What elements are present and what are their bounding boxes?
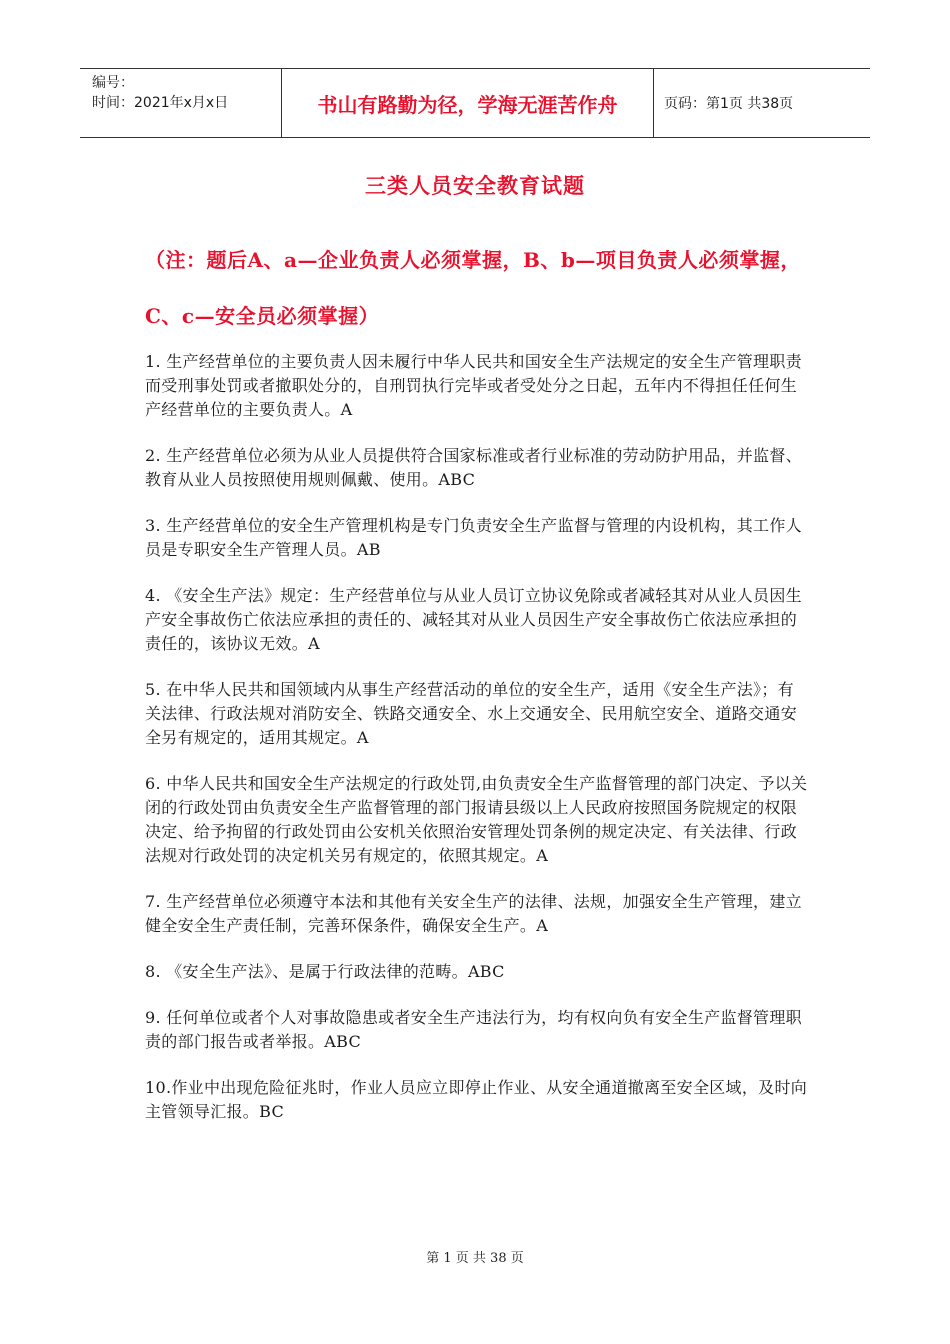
note-paragraph: （注：题后A、a—企业负责人必须掌握，B、b—项目负责人必须掌握，C、c—安全员必须掌握） <box>145 248 801 328</box>
question-item: 2. 生产经营单位必须为从业人员提供符合国家标准或者行业标准的劳动防护用品，并监督、教育从业人员按照使用规则佩戴、使用。ABC <box>145 446 802 489</box>
question-item: 8. 《安全生产法》、是属于行政法律的范畴。ABC <box>145 962 505 981</box>
question-item: 6. 中华人民共和国安全生产法规定的行政处罚,由负责安全生产监督管理的部门决定、予以关闭的行政处罚由负责安全生产监督管理的部门报请县级以上人民政府按照国务院规定的权限决定、给予拘留的行政处罚由公安机关依照治安管理处罚条例的规定决定、有关法律、行政法规对行政处罚的决定机关另有规定的，依照其规定。A <box>145 774 808 865</box>
header-meta <box>80 69 282 137</box>
header-motto: 书山有路勤为径，学海无涯苦作舟 <box>282 69 654 137</box>
header-table <box>80 68 870 138</box>
question-item: 4. 《安全生产法》规定：生产经营单位与从业人员订立协议免除或者减轻其对从业人员因生产安全事故伤亡依法应承担的责任的、减轻其对从业人员因生产安全事故伤亡依法应承担的责任的，该协议无效。A <box>145 586 802 653</box>
page-footer: 第 1 页 共 38 页 <box>426 1251 524 1266</box>
time-label: 时间：2021年x月x日 <box>92 95 229 111</box>
question-list <box>145 350 810 1146</box>
number-label: 编号： <box>92 75 134 91</box>
document-title: 三类人员安全教育试题 <box>365 173 585 198</box>
question-item: 1. 生产经营单位的主要负责人因未履行中华人民共和国安全生产法规定的安全生产管理职责而受刑事处罚或者撤职处分的，自刑罚执行完毕或者受处分之日起，五年内不得担任任何生产经营单位的主要负责人。A <box>145 352 802 419</box>
question-item: 9. 任何单位或者个人对事故隐患或者安全生产违法行为，均有权向负有安全生产监督管理职责的部门报告或者举报。ABC <box>145 1008 802 1051</box>
question-item: 7. 生产经营单位必须遵守本法和其他有关安全生产的法律、法规，加强安全生产管理，建立健全安全生产责任制，完善环保条件，确保安全生产。A <box>145 892 802 935</box>
question-item: 3. 生产经营单位的安全生产管理机构是专门负责安全生产监督与管理的内设机构，其工作人员是专职安全生产管理人员。AB <box>145 516 802 559</box>
header-page-info: 页码：第1页 共38页 <box>664 96 794 112</box>
question-item: 10.作业中出现危险征兆时，作业人员应立即停止作业、从安全通道撤离至安全区域，及时向主管领导汇报。BC <box>145 1078 808 1121</box>
question-item: 5. 在中华人民共和国领域内从事生产经营活动的单位的安全生产，适用《安全生产法》；有关法律、行政法规对消防安全、铁路交通安全、水上交通安全、民用航空安全、道路交通安全另有规定的，适用其规定。A <box>145 680 798 747</box>
